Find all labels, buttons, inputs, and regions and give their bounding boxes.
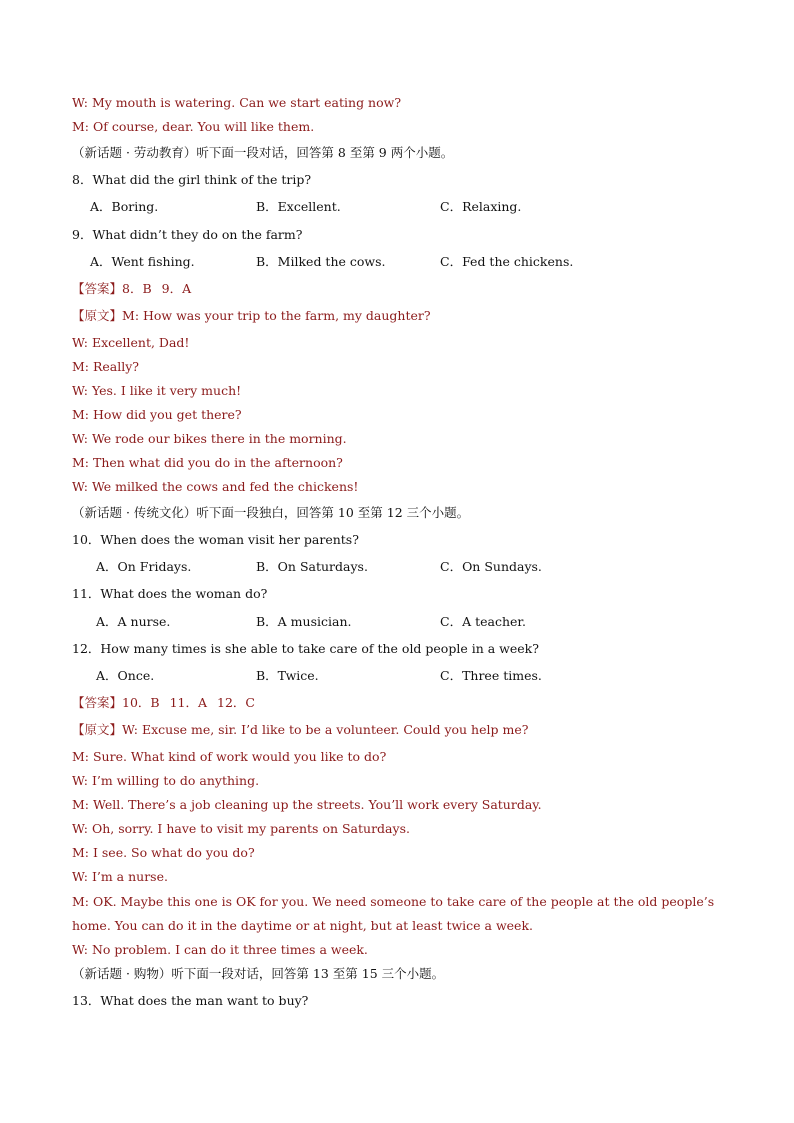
dialogue-line: W: We rode our bikes there in the morning. — [72, 431, 347, 446]
question-8-stem: 8．What did the girl think of the trip? — [72, 172, 312, 187]
transcript-first-line — [72, 308, 431, 324]
dialogue-line-long: M: OK. Maybe this one is OK for you. We need someone to take care of the people at the old people’s home. You can do it in the daytime or at night, but at least twice a week. — [72, 894, 715, 933]
q10-option-a: A．On Fridays. — [96, 559, 192, 574]
dialogue-line: W: I’m a nurse. — [72, 869, 168, 884]
q12-option-a: A．Once. — [96, 668, 155, 683]
answer-text: 8．B 9．A — [122, 281, 192, 296]
dialogue-line: M: Really? — [72, 359, 140, 374]
q11-option-a: A．A nurse. — [96, 614, 171, 629]
dialogue-line: M: Then what did you do in the afternoon? — [72, 455, 343, 470]
answer-line — [72, 695, 255, 711]
original-tag: 【原文】 — [72, 308, 123, 323]
q9-option-c: C．Fed the chickens. — [440, 254, 574, 269]
answer-tag: 【答案】 — [72, 281, 123, 296]
question-11-stem: 11．What does the woman do? — [72, 586, 268, 601]
q8-option-b: B．Excellent. — [256, 199, 341, 214]
q9-option-b: B．Milked the cows. — [256, 254, 386, 269]
answer-line — [72, 281, 191, 297]
q8-option-c: C．Relaxing. — [440, 199, 522, 214]
q11-option-b: B．A musician. — [256, 614, 352, 629]
dialogue-line: M: How did you get there? — [72, 407, 242, 422]
dialogue-line: W: Excellent, Dad! — [72, 335, 190, 350]
dialogue-line: M: Of course, dear. You will like them. — [72, 119, 315, 134]
section-intro: （新话题 · 购物）听下面一段对话，回答第 13 至第 15 三个小题。 — [72, 966, 445, 981]
dialogue-line: W: I’m willing to do anything. — [72, 773, 260, 788]
dialogue-line: W: No problem. I can do it three times a week. — [72, 942, 368, 957]
transcript-first-line — [72, 722, 528, 738]
q10-option-b: B．On Saturdays. — [256, 559, 368, 574]
q9-option-a: A．Went fishing. — [90, 254, 195, 269]
q12-option-b: B．Twice. — [256, 668, 319, 683]
dialogue-line: M: Well. There’s a job cleaning up the streets. You’ll work every Saturday. — [72, 797, 542, 812]
q10-option-c: C．On Sundays. — [440, 559, 542, 574]
question-12-stem: 12．How many times is she able to take care of the old people in a week? — [72, 641, 539, 656]
dialogue-line: W: We milked the cows and fed the chickens! — [72, 479, 359, 494]
original-tag: 【原文】 — [72, 722, 123, 737]
dialogue-line: M: I see. So what do you do? — [72, 845, 255, 860]
answer-text: 10．B 11．A 12．C — [122, 695, 255, 710]
original-first: W: Excuse me, sir. I’d like to be a volunteer. Could you help me? — [122, 722, 529, 737]
original-first: M: How was your trip to the farm, my daughter? — [122, 308, 431, 323]
dialogue-line: W: Yes. I like it very much! — [72, 383, 242, 398]
question-9-stem: 9．What didn’t they do on the farm? — [72, 227, 303, 242]
section-intro: （新话题 · 传统文化）听下面一段独白，回答第 10 至第 12 三个小题。 — [72, 505, 470, 520]
question-10-stem: 10．When does the woman visit her parents? — [72, 532, 359, 547]
q8-option-a: A．Boring. — [90, 199, 159, 214]
question-13-stem: 13．What does the man want to buy? — [72, 993, 309, 1008]
dialogue-line: W: Oh, sorry. I have to visit my parents on Saturdays. — [72, 821, 410, 836]
dialogue-line: W: My mouth is watering. Can we start eating now? — [72, 95, 402, 110]
q12-option-c: C．Three times. — [440, 668, 542, 683]
section-intro: （新话题 · 劳动教育）听下面一段对话，回答第 8 至第 9 两个小题。 — [72, 145, 454, 160]
q11-option-c: C．A teacher. — [440, 614, 526, 629]
dialogue-line: M: Sure. What kind of work would you like to do? — [72, 749, 387, 764]
answer-tag: 【答案】 — [72, 695, 123, 710]
